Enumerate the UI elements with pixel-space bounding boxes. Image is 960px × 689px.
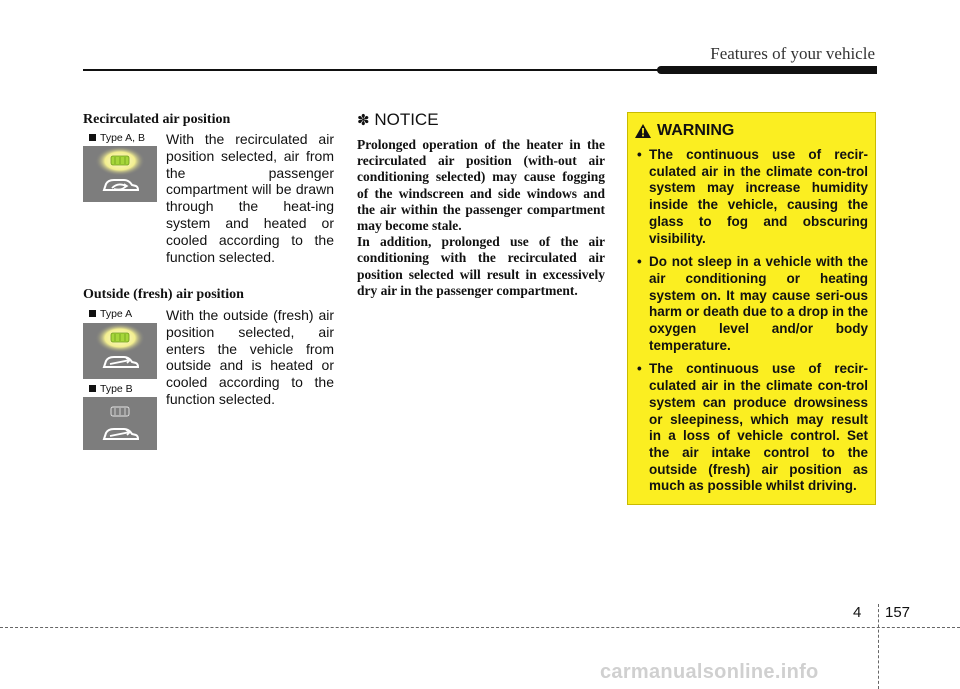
outside-air-icon: [100, 351, 140, 373]
outside-heading: Outside (fresh) air position: [83, 287, 244, 302]
outside-button-panel-type-a: [83, 323, 157, 379]
outside-air-icon: [100, 423, 140, 445]
outside-body-text: With the outside (fresh) air position selected, air enters the vehicle from outside and is heated or cooled according to the function selected.: [166, 307, 334, 407]
recirculated-button-panel: [83, 146, 157, 202]
section-title: Features of your vehicle: [710, 44, 875, 63]
footer-divider: [878, 604, 879, 689]
indicator-led-icon: [95, 323, 145, 353]
page-number: 157: [885, 604, 911, 621]
notice-title: ✽ NOTICE: [357, 110, 439, 129]
type-label-a-b: Type A, B: [89, 132, 145, 144]
notice-body: [357, 137, 605, 299]
warning-item: • Do not sleep in a vehicle with the air conditioning or heating system on. It may cause seri-ous harm or death due to a drop in the oxygen level and/or body temperature.: [637, 254, 868, 354]
recirculated-body-text: With the recirculated air position selected, air from the passenger compartment will be drawn through the heat-ing system and heated or cooled according to the function selected.: [166, 131, 334, 265]
chapter-number: 4: [853, 604, 862, 621]
header-tab-bar: [657, 66, 877, 74]
indicator-led-icon: [95, 146, 145, 176]
notice-symbol: ✽: [357, 112, 370, 129]
warning-list: [637, 147, 868, 502]
warning-item: • The continuous use of recir-culated air in the climate con-trol system can produce drowsiness or sleepiness, which may result in a loss of vehicle control. Set the air intake control to the outside (fresh) air position as much as possible whilst driving.: [637, 361, 868, 495]
type-label-b: Type B: [89, 383, 133, 395]
warning-triangle-icon: [634, 123, 652, 139]
outside-button-panel-type-b: [83, 397, 157, 450]
notice-paragraph: In addition, prolonged use of the air conditioning with the recirculated air position selected will result in excessively dry air in the passenger compartment.: [357, 234, 605, 298]
recirculated-heading: Recirculated air position: [83, 112, 231, 127]
warning-title: WARNING: [634, 122, 734, 140]
footer-rule: [0, 627, 960, 628]
recirculated-air-icon: [100, 174, 140, 196]
type-label-a: Type A: [89, 308, 132, 320]
warning-item: • The continuous use of recir-culated air in the climate con-trol system may increase humidity inside the vehicle, causing the glass to fog and obscuring visibility.: [637, 147, 868, 247]
notice-paragraph: Prolonged operation of the heater in the recirculated air position (with-out air conditioning selected) may cause fogging of the windscreen and side windows and the air within the passenger compartment may become stale.: [357, 137, 605, 234]
watermark: carmanualsonline.info: [600, 661, 819, 683]
